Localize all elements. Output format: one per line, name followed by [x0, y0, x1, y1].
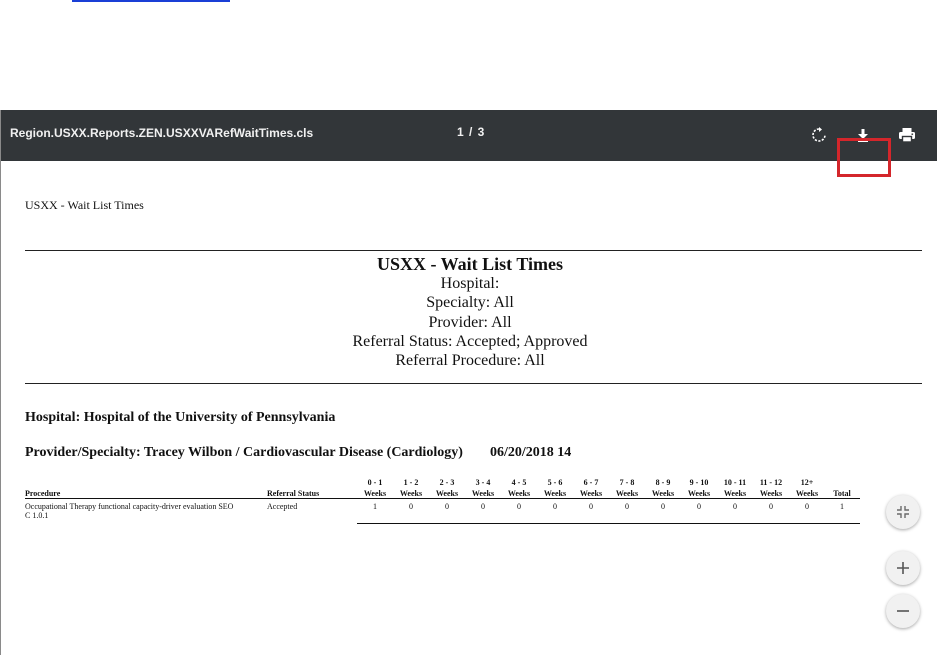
- divider-bottom: [25, 383, 922, 384]
- divider-top: [25, 250, 922, 251]
- print-icon: [898, 127, 916, 143]
- week-header: 1 - 2 Weeks: [399, 478, 423, 498]
- pdf-page: [2, 161, 937, 655]
- zoom-in-icon: [896, 561, 910, 575]
- rotate-button[interactable]: [806, 122, 832, 148]
- week-count-cell: 1: [373, 502, 377, 511]
- procedure-column-header: Procedure: [25, 489, 61, 498]
- week-header: 10 - 11 Weeks: [723, 478, 747, 498]
- zoom-in-button[interactable]: [886, 551, 920, 585]
- week-count-cell: 0: [589, 502, 593, 511]
- week-count-cell: 0: [769, 502, 773, 511]
- report-title: USXX - Wait List Times: [376, 254, 564, 274]
- week-count-cell: 0: [553, 502, 557, 511]
- zoom-out-icon: [896, 604, 910, 618]
- week-header: 12+ Weeks: [795, 478, 819, 498]
- print-button[interactable]: [894, 122, 920, 148]
- week-header: 5 - 6 Weeks: [543, 478, 567, 498]
- referral-status-cell: Accepted: [267, 502, 298, 511]
- week-header: 6 - 7 Weeks: [579, 478, 603, 498]
- total-column-header: Total: [833, 489, 851, 498]
- week-header: 11 - 12 Weeks: [759, 478, 783, 498]
- top-link-underline[interactable]: [72, 0, 230, 2]
- week-count-cell: 0: [409, 502, 413, 511]
- table-header-rule: [25, 498, 860, 499]
- document-title: Region.USXX.Reports.ZEN.USXXVARefWaitTimes.cls: [10, 126, 314, 140]
- hospital-heading: Hospital: Hospital of the University of Pennsylvania: [25, 410, 336, 425]
- week-header: 8 - 9 Weeks: [651, 478, 675, 498]
- table-total-rule: [357, 523, 860, 524]
- provider-specialty-heading: Provider/Specialty: Tracey Wilbon / Cardiovascular Disease (Cardiology): [25, 445, 463, 460]
- week-header: 4 - 5 Weeks: [507, 478, 531, 498]
- provider-date: 06/20/2018 14: [490, 445, 572, 460]
- week-header: 9 - 10 Weeks: [687, 478, 711, 498]
- week-header: 2 - 3 Weeks: [435, 478, 459, 498]
- referral-status-filter-line: Referral Status: Accepted; Approved: [352, 333, 588, 350]
- week-count-cell: 0: [517, 502, 521, 511]
- week-count-cell: 0: [661, 502, 665, 511]
- page-indicator: 1 / 3: [457, 125, 486, 139]
- fit-to-page-button[interactable]: [886, 495, 920, 529]
- week-count-cell: 0: [445, 502, 449, 511]
- hospital-filter-line: Hospital:: [440, 275, 500, 292]
- page-header-label: USXX - Wait List Times: [25, 198, 144, 212]
- week-header: 7 - 8 Weeks: [615, 478, 639, 498]
- week-count-cell: 0: [481, 502, 485, 511]
- zoom-out-button[interactable]: [886, 594, 920, 628]
- week-count-cell: 0: [805, 502, 809, 511]
- procedure-cell: Occupational Therapy functional capacity-driver evaluation SEO C 1.0.1: [25, 502, 234, 520]
- week-count-cell: 0: [697, 502, 701, 511]
- pdf-viewer: [0, 110, 937, 655]
- provider-filter-line: Provider: All: [428, 314, 512, 331]
- download-highlight-box: [837, 138, 891, 177]
- total-cell: 1: [840, 502, 844, 511]
- fit-to-page-icon: [896, 505, 910, 519]
- week-header: 0 - 1 Weeks: [363, 478, 387, 498]
- week-count-cell: 0: [625, 502, 629, 511]
- referral-procedure-filter-line: Referral Procedure: All: [395, 352, 545, 369]
- week-count-cell: 0: [733, 502, 737, 511]
- referral-status-column-header: Referral Status: [267, 489, 320, 498]
- pdf-toolbar: [1, 110, 937, 161]
- specialty-filter-line: Specialty: All: [426, 294, 514, 311]
- week-header: 3 - 4 Weeks: [471, 478, 495, 498]
- rotate-icon: [811, 127, 827, 143]
